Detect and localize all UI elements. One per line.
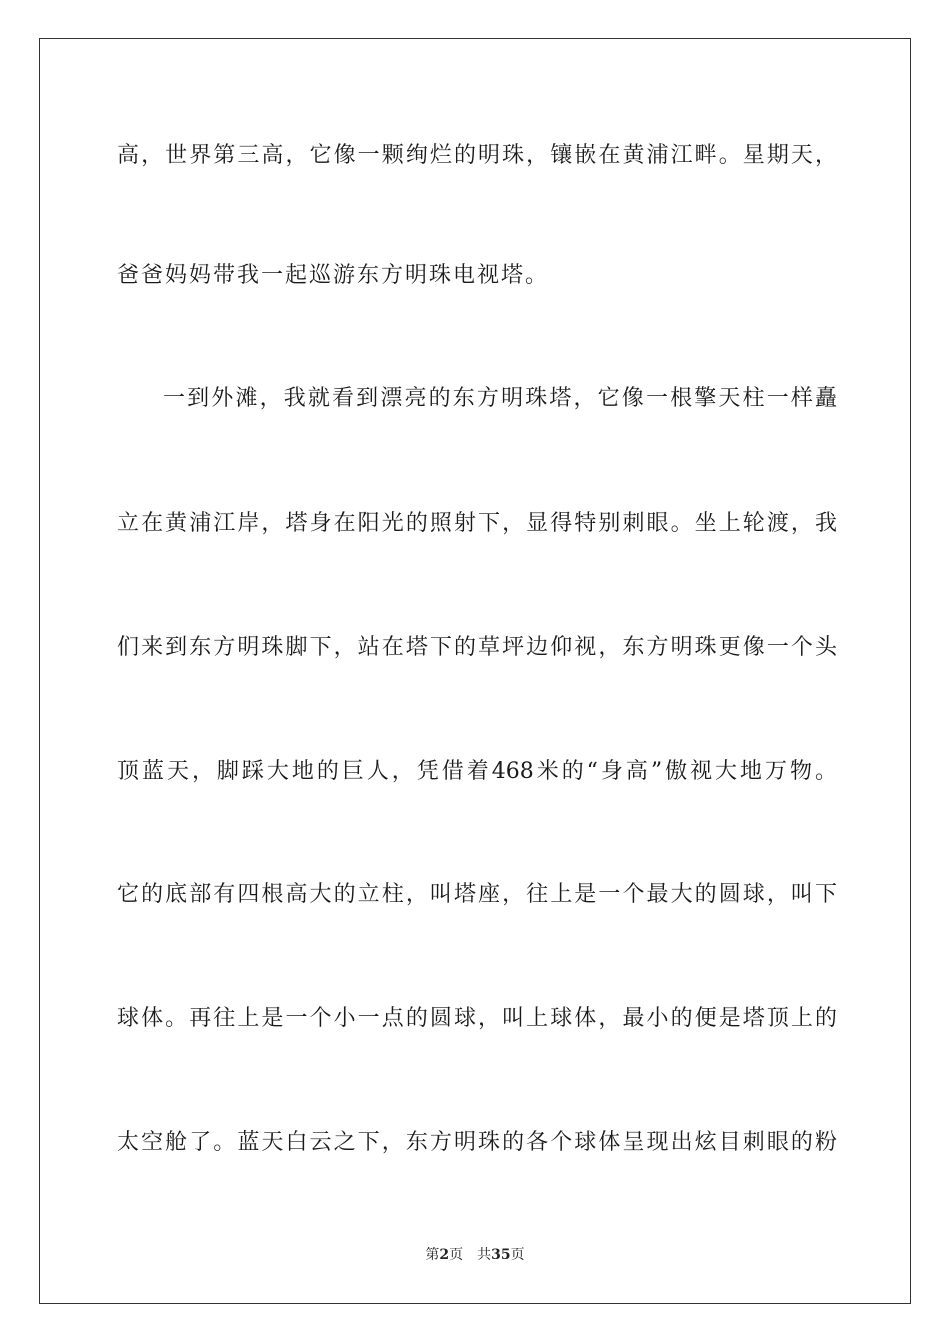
total-pages: 35 bbox=[491, 1247, 511, 1263]
body-text-line-1: 高，世界第三高，它像一颗绚烂的明珠，镶嵌在黄浦江畔。星期天， bbox=[117, 143, 837, 168]
page-footer bbox=[0, 1246, 950, 1264]
page-label-suffix: 页 bbox=[449, 1247, 464, 1263]
body-text-line-5: 们来到东方明珠脚下，站在塔下的草坪边仰视，东方明珠更像一个头 bbox=[117, 635, 837, 660]
total-label-suffix: 页 bbox=[510, 1247, 525, 1263]
body-text-line-8: 球体。再往上是一个小一点的圆球，叫上球体，最小的便是塔顶上的 bbox=[117, 1006, 837, 1031]
total-label-prefix: 共 bbox=[477, 1247, 492, 1263]
body-text-line-9: 太空舱了。蓝天白云之下，东方明珠的各个球体呈现出炫目刺眼的粉 bbox=[117, 1130, 837, 1155]
body-text-line-6: 顶蓝天，脚踩大地的巨人，凭借着468米的“身高”傲视大地万物。 bbox=[117, 759, 837, 784]
page-number: 2 bbox=[439, 1247, 450, 1263]
page-border bbox=[39, 38, 911, 1304]
body-text-line-3: 一到外滩，我就看到漂亮的东方明珠塔，它像一根擎天柱一样矗 bbox=[163, 386, 837, 411]
body-text-line-2: 爸爸妈妈带我一起巡游东方明珠电视塔。 bbox=[117, 263, 550, 288]
body-text-line-4: 立在黄浦江岸，塔身在阳光的照射下，显得特别刺眼。坐上轮渡，我 bbox=[117, 511, 837, 536]
page-label-prefix: 第 bbox=[425, 1247, 440, 1263]
body-text-line-7: 它的底部有四根高大的立柱，叫塔座，往上是一个最大的圆球，叫下 bbox=[117, 882, 837, 907]
